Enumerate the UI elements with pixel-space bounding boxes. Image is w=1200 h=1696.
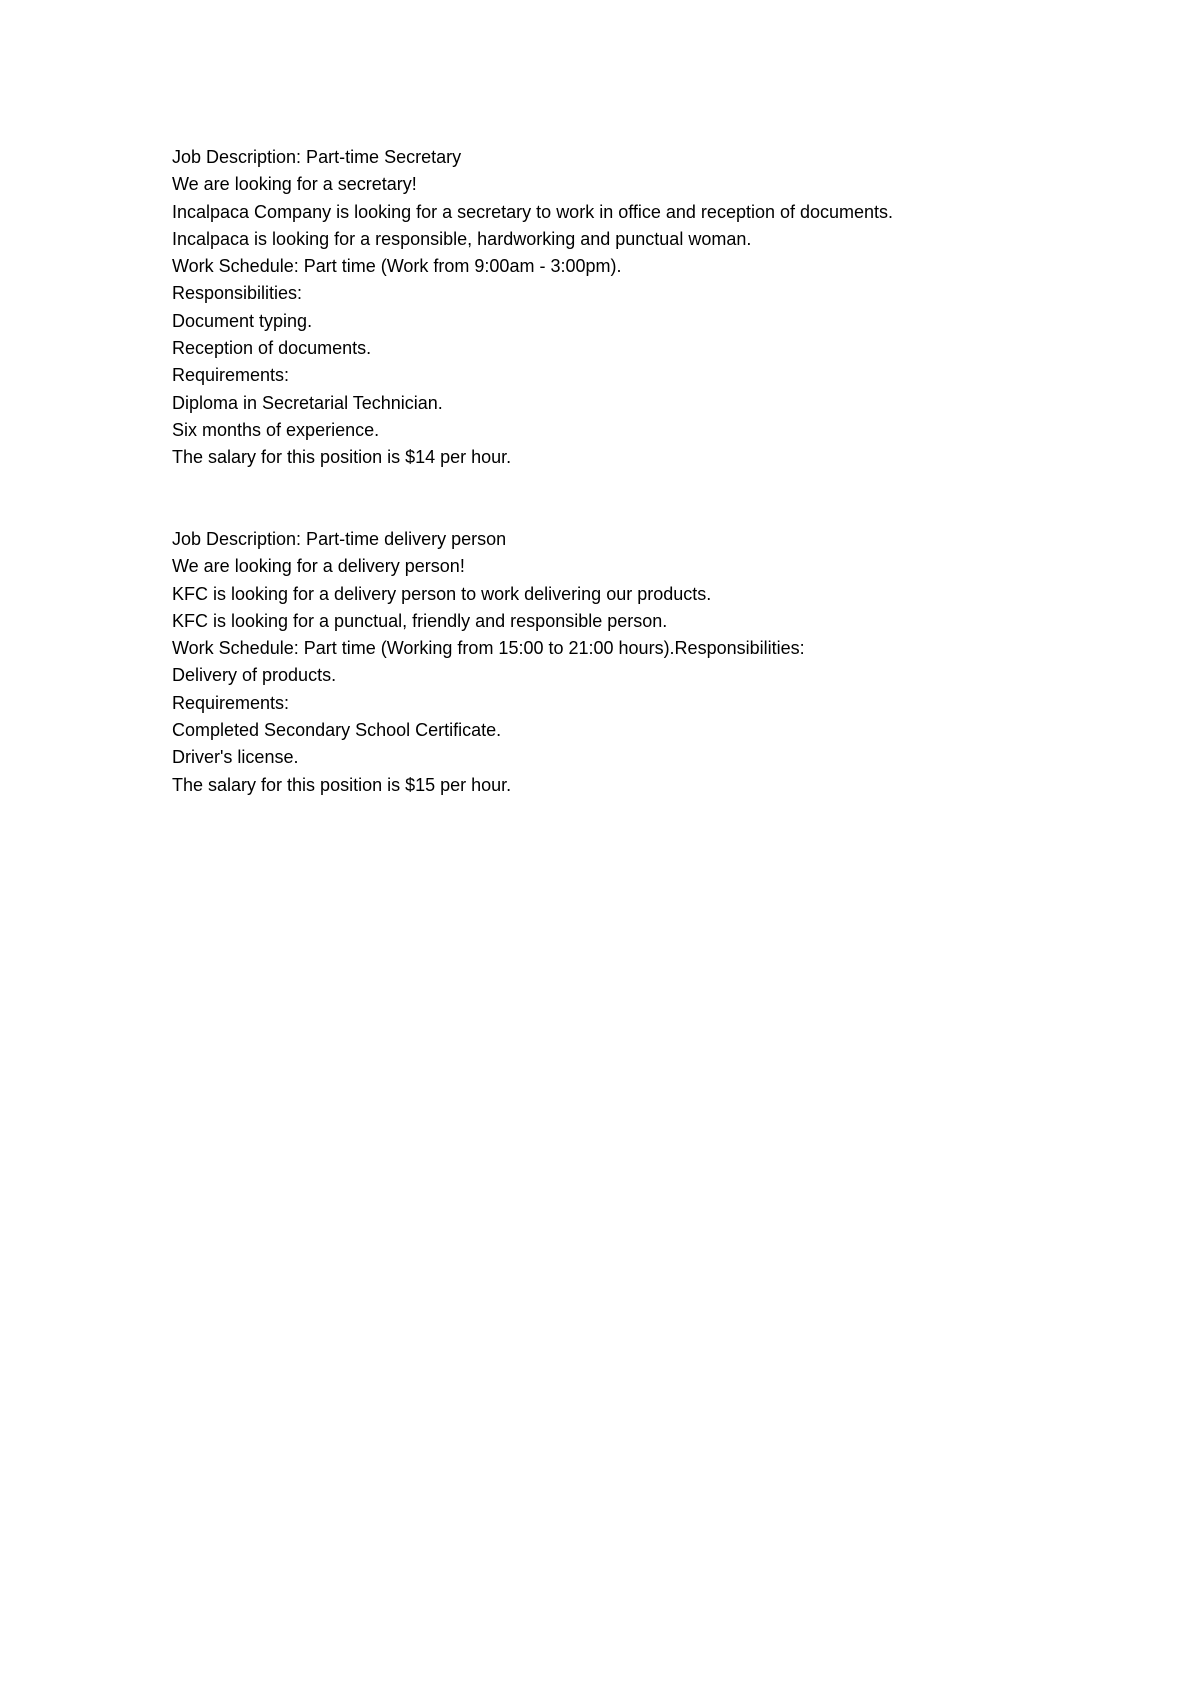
job-headline: We are looking for a delivery person!	[172, 556, 465, 577]
requirements-heading: Requirements:	[172, 365, 290, 386]
job-title: Job Description: Part-time Secretary	[172, 147, 462, 167]
requirement-item: Diploma in Secretarial Technician.	[172, 392, 443, 413]
job-posting-delivery-person	[172, 526, 1152, 799]
job-summary: KFC is looking for a delivery person to work delivering our products.	[172, 583, 712, 604]
requirement-item: Six months of experience.	[172, 419, 380, 440]
responsibility-item: Reception of documents.	[172, 338, 372, 359]
job-title: Job Description: Part-time delivery person	[172, 529, 507, 549]
requirement-item: Driver's license.	[172, 747, 299, 768]
job-schedule: Work Schedule: Part time (Work from 9:00am - 3:00pm).	[172, 256, 622, 277]
job-schedule: Work Schedule: Part time (Working from 15:00 to 21:00 hours).Responsibilities:	[172, 638, 805, 659]
responsibility-item: Document typing.	[172, 310, 313, 331]
job-summary: Incalpaca Company is looking for a secretary to work in office and reception of documents.	[172, 201, 894, 222]
job-candidate-profile: KFC is looking for a punctual, friendly and responsible person.	[172, 610, 668, 631]
job-posting-secretary	[172, 144, 1152, 472]
job-candidate-profile: Incalpaca is looking for a responsible, hardworking and punctual woman.	[172, 228, 752, 249]
responsibilities-heading: Responsibilities:	[172, 283, 303, 304]
requirements-heading: Requirements:	[172, 692, 290, 713]
job-headline: We are looking for a secretary!	[172, 174, 417, 195]
responsibility-item: Delivery of products.	[172, 665, 337, 686]
job-salary: The salary for this position is $14 per hour.	[172, 447, 512, 468]
requirement-item: Completed Secondary School Certificate.	[172, 720, 502, 741]
job-salary: The salary for this position is $15 per hour.	[172, 774, 512, 795]
